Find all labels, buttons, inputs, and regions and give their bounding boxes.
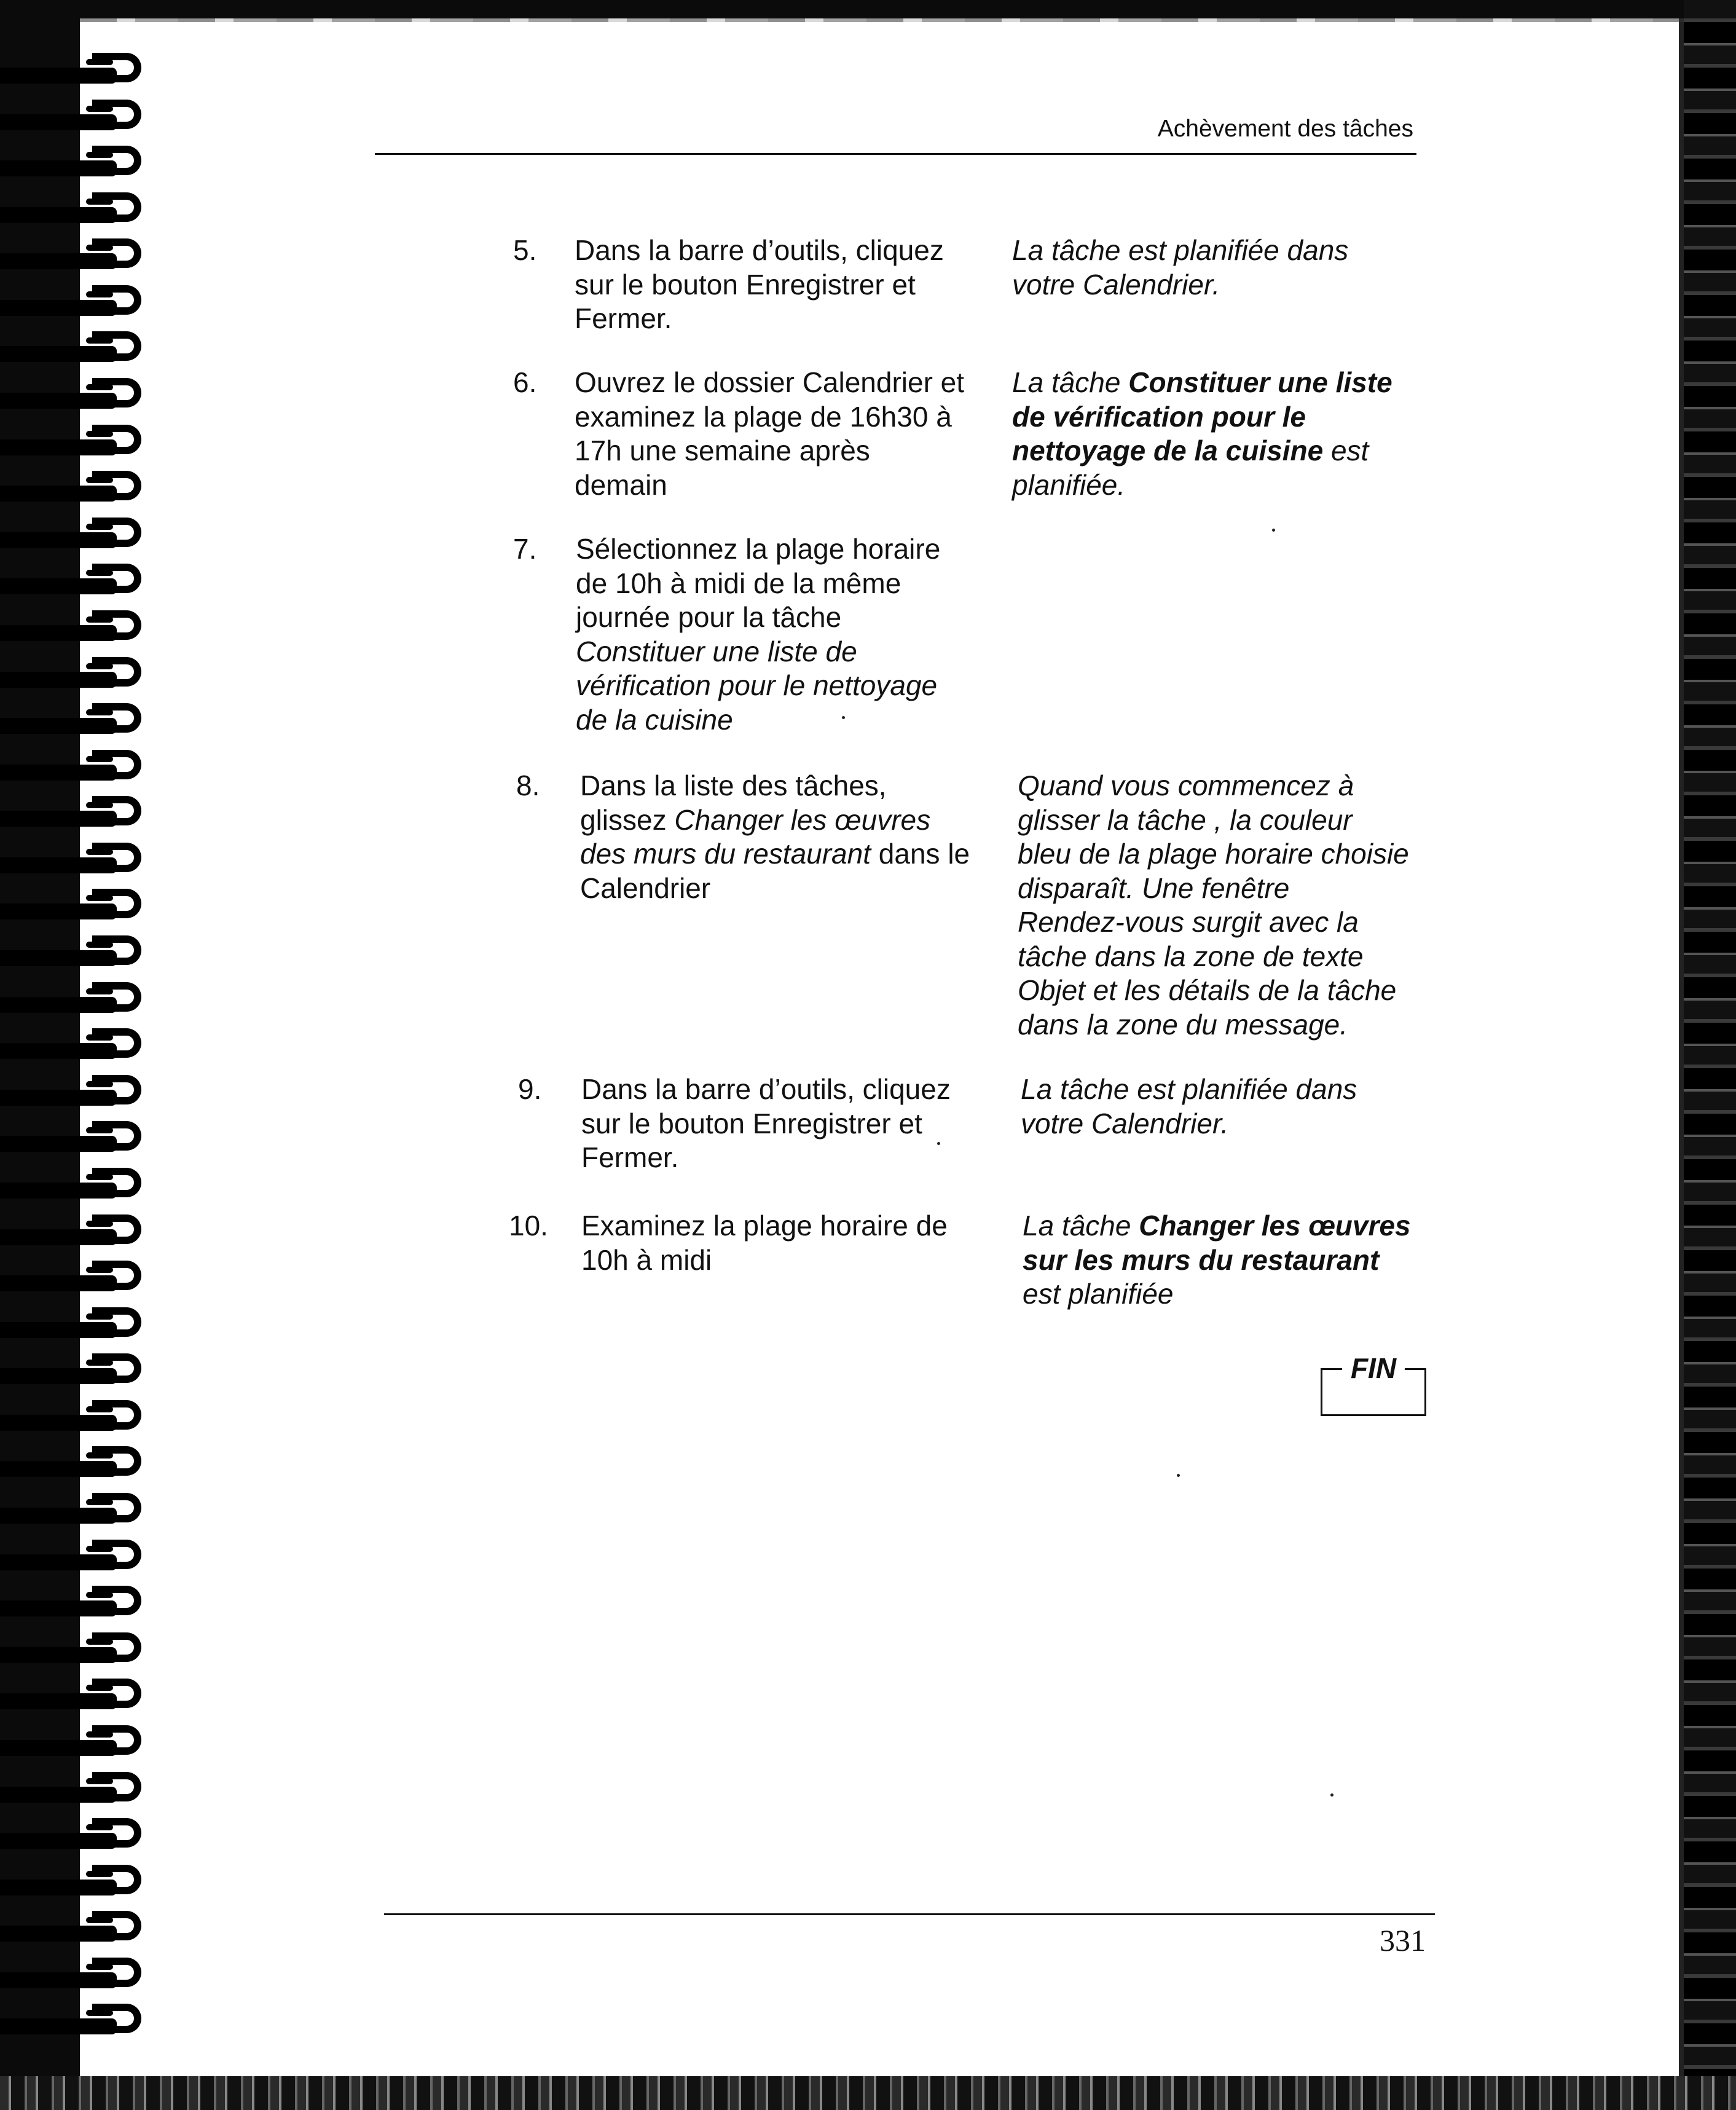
result-line: Quand vous commencez à — [1018, 770, 1354, 801]
header-rule — [375, 153, 1416, 155]
binding-coil — [0, 1582, 160, 1629]
task-name: sur les murs du restaurant — [1023, 1243, 1380, 1276]
binding-coil — [0, 1722, 160, 1768]
binding-coil — [0, 653, 160, 700]
binding-coil — [0, 2000, 160, 2047]
result-line: bleu de la plage horaire choisie — [1018, 838, 1409, 870]
page-top-edge — [80, 18, 1684, 22]
binding-coil — [0, 885, 160, 932]
binding-coil — [0, 1954, 160, 2001]
binding-coil — [0, 932, 160, 978]
step-number: 8. — [516, 770, 540, 801]
result-line: La tâche est planifiée dans — [1012, 234, 1349, 266]
scan-speck — [1272, 529, 1275, 532]
instruction-line: demain — [575, 468, 667, 501]
binding-coil — [0, 1071, 160, 1118]
binding-coil — [0, 1304, 160, 1350]
scan-right-edge — [1684, 0, 1736, 2110]
binding-coil — [0, 699, 160, 746]
instruction-line: 17h une semaine après — [575, 435, 870, 466]
step-result — [1021, 1073, 1439, 1141]
result-line: glisser la tâche , la couleur — [1018, 803, 1353, 836]
task-name: Constituer une liste de — [576, 635, 857, 667]
task-name: de la cuisine — [576, 703, 733, 736]
result-line: dans la zone du message. — [1018, 1008, 1348, 1041]
result-line: votre Calendrier. — [1021, 1107, 1229, 1140]
step-number: 5. — [513, 234, 537, 266]
instruction-line: Dans la liste des tâches, — [580, 770, 887, 801]
result-line: planifiée. — [1012, 468, 1126, 501]
footer-rule — [384, 1913, 1435, 1915]
scan-speck — [842, 716, 845, 719]
result-line: Rendez-vous surgit avec la — [1018, 906, 1359, 938]
binding-coil — [0, 1443, 160, 1489]
scan-bottom-edge — [0, 2076, 1736, 2110]
result-line: La tâche Changer les œuvres — [1023, 1210, 1411, 1242]
binding-coil — [0, 1536, 160, 1583]
instruction-line: Fermer. — [581, 1141, 679, 1173]
binding-coil — [0, 839, 160, 886]
task-name: nettoyage de la cuisine — [1012, 435, 1324, 466]
task-name: Changer les œuvres — [674, 803, 931, 836]
step-number: 6. — [513, 366, 537, 398]
step-number: 7. — [513, 533, 537, 565]
task-name: des murs du restaurant — [580, 838, 871, 870]
binding-coil — [0, 1025, 160, 1071]
binding-coil — [0, 1907, 160, 1954]
binding-coil — [0, 1164, 160, 1211]
result-line: votre Calendrier. — [1012, 268, 1220, 301]
binding-coil — [0, 1675, 160, 1722]
step-number: 10. — [509, 1210, 548, 1242]
instruction-line: Examinez la plage horaire de — [581, 1210, 948, 1242]
binding-coil — [0, 607, 160, 653]
task-name: Changer les œuvres — [1139, 1210, 1411, 1242]
step-instruction — [581, 1209, 993, 1277]
result-line: nettoyage de la cuisine est — [1012, 435, 1369, 466]
result-line: La tâche Constituer une liste — [1012, 366, 1392, 398]
scan-speck — [937, 1142, 940, 1145]
step-instruction — [575, 234, 986, 336]
binding-coil — [0, 1350, 160, 1396]
binding-coil — [0, 235, 160, 281]
binding-coil — [0, 1117, 160, 1164]
running-head: Achèvement des tâches — [1157, 116, 1413, 142]
binding-coil — [0, 792, 160, 839]
step-result — [1023, 1209, 1440, 1312]
instruction-line: examinez la plage de 16h30 à — [575, 400, 952, 433]
binding-coil — [0, 1211, 160, 1258]
binding-coil — [0, 96, 160, 143]
task-name: de vérification pour le — [1012, 400, 1306, 433]
spiral-binding — [0, 49, 160, 2053]
binding-coil — [0, 1489, 160, 1536]
instruction-line: Fermer. — [575, 302, 672, 334]
result-line: La tâche est planifiée dans — [1021, 1073, 1357, 1105]
scan-speck — [1330, 1793, 1333, 1797]
result-line: tâche dans la zone de texte — [1018, 940, 1364, 972]
instruction-line: glissez Changer les œuvres — [580, 803, 931, 836]
result-line — [1012, 400, 1430, 435]
binding-coil — [0, 1768, 160, 1815]
binding-coil — [0, 328, 160, 374]
binding-coil — [0, 142, 160, 189]
instruction-line: Ouvrez le dossier Calendrier et — [575, 366, 965, 398]
instruction-line: sur le bouton Enregistrer et — [575, 268, 916, 301]
binding-coil — [0, 1257, 160, 1304]
task-name: vérification pour le nettoyage — [576, 669, 938, 701]
binding-coil — [0, 978, 160, 1025]
instruction-line: 10h à midi — [581, 1243, 712, 1276]
instruction-line: journée pour la tâche — [576, 601, 842, 633]
binding-coil — [0, 1629, 160, 1675]
binding-coil — [0, 281, 160, 328]
result-line — [1023, 1243, 1440, 1278]
instruction-line: sur le bouton Enregistrer et — [581, 1107, 922, 1140]
result-line: est planifiée — [1023, 1278, 1174, 1310]
instruction-line: Dans la barre d’outils, cliquez — [575, 234, 944, 266]
binding-coil — [0, 560, 160, 607]
step-instruction — [580, 769, 992, 905]
binding-coil — [0, 421, 160, 468]
step-instruction — [575, 366, 986, 502]
binding-coil — [0, 1396, 160, 1443]
binding-coil — [0, 746, 160, 793]
binding-coil — [0, 374, 160, 421]
step-number: 9. — [518, 1073, 542, 1105]
binding-coil — [0, 1861, 160, 1908]
page-number: 331 — [1380, 1923, 1426, 1958]
instruction-line: Sélectionnez la plage horaire — [576, 533, 941, 565]
binding-coil — [0, 189, 160, 235]
end-marker — [1318, 1351, 1429, 1417]
binding-coil — [0, 514, 160, 561]
binding-coil — [0, 1814, 160, 1861]
instruction-line: Calendrier — [580, 872, 711, 904]
step-result — [1018, 769, 1436, 1042]
binding-coil — [0, 49, 160, 96]
step-result — [1012, 366, 1430, 502]
instruction-line: de 10h à midi de la même — [576, 567, 901, 599]
step-instruction — [576, 532, 988, 737]
binding-coil — [0, 467, 160, 514]
scan-speck — [1177, 1474, 1180, 1477]
result-line: disparaît. Une fenêtre — [1018, 872, 1290, 904]
step-result — [1012, 234, 1430, 302]
task-name: Constituer une liste — [1128, 366, 1392, 398]
step-instruction — [581, 1073, 993, 1175]
end-marker-label: FIN — [1342, 1351, 1405, 1385]
instruction-line: Dans la barre d’outils, cliquez — [581, 1073, 951, 1105]
instruction-line: des murs du restaurant dans le — [580, 838, 970, 870]
result-line: Objet et les détails de la tâche — [1018, 974, 1397, 1006]
